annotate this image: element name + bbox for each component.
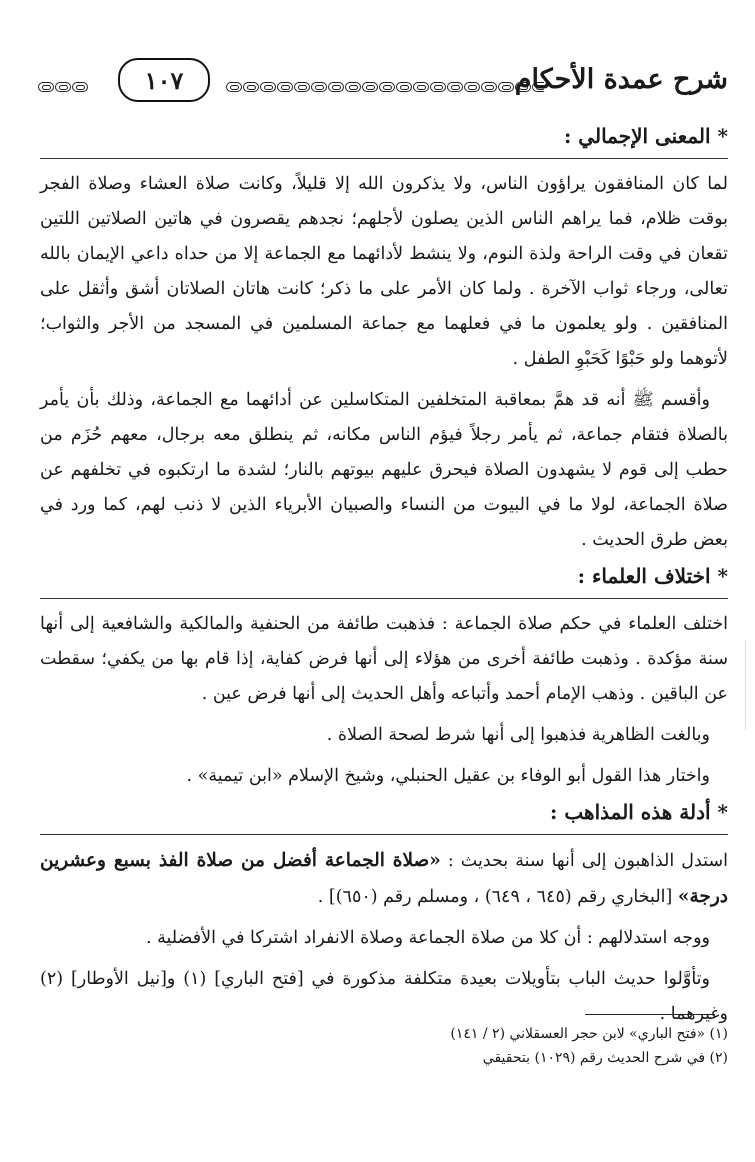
section-heading-overview: * المعنى الإجمالي :: [563, 124, 728, 148]
paragraph: واختار هذا القول أبو الوفاء بن عقيل الحنبلي، وشيخ الإسلام «ابن تيمية» .: [186, 766, 710, 786]
citation: [البخاري رقم (٦٤٥ ، ٦٤٩) ، ومسلم رقم (٦٥٠)] .: [317, 887, 678, 907]
paragraph: وأقسم ﷺ أنه قد همَّ بمعاقبة المتخلفين المتكاسلين عن أدائهما مع الجماعة، وذلك بأن يأمر بالصلاة فتقام جماعة، ثم يأمر رجلاً فيؤم الناس مكانه، ثم ينطلق معه برجال، معهم حُزَم من حطب إلى قوم لا يشهدون الصلاة فيحرق عليهم بيوتهم بالنار؛ لشدة ما ارتكبوه في تخلفهم عن صلاة الجماعة، لولا ما في البيوت من النساء والصبيان الأبرياء الذين لا ذنب لهم، كما ورد في بعض طرق الحديث .: [40, 390, 728, 550]
footnote-2: (٢) في شرح الحديث رقم (١٠٢٩) بتحقيقي: [482, 1050, 728, 1066]
book-title: شرح عمدة الأحكام: [514, 64, 728, 95]
scan-mark: [745, 640, 746, 730]
footnote-divider: [585, 1014, 715, 1015]
paragraph: وتأوَّلوا حديث الباب بتأويلات بعيدة متكلفة مذكورة في [فتح الباري] (١) و[نيل الأوطار] (٢) وغيرهما .: [40, 969, 728, 1024]
paragraph: اختلف العلماء في حكم صلاة الجماعة : فذهبت طائفة من الحنفية والمالكية والشافعية إلى أنها سنة مؤكدة . وذهبت طائفة أخرى من هؤلاء إلى أنها فرض كفاية، إذا قام بها من يكفي؛ سقطت عن الباقين . وذهب الإمام أحمد وأتباعه وأهل الحديث إلى أنها فرض عين .: [40, 614, 728, 704]
paragraph: وبالغت الظاهرية فذهبوا إلى أنها شرط لصحة الصلاة .: [326, 725, 710, 745]
section-heading-evidence: * أدلة هذه المذاهب :: [550, 800, 728, 824]
page-header: [38, 58, 728, 110]
page-number: ١٠٧: [118, 58, 210, 102]
paragraph: ووجه استدلالهم : أن كلا من صلاة الجماعة وصلاة الانفراد اشتركا في الأفضلية .: [145, 928, 710, 948]
divider: [40, 158, 728, 159]
ornament-chain-middle: [226, 82, 544, 94]
divider: [40, 598, 728, 599]
paragraph: لما كان المنافقون يراؤون الناس، ولا يذكرون الله إلا قليلاً، وكانت صلاة العشاء وصلاة الفجر بوقت ظلام، فما يراهم الناس الذين يصلون لأجلهم؛ نجدهم يقصرون في هاتين الصلاتين اللتين تقعان في وقت الراحة ولذة النوم، ولا ينشط لأدائهما مع الجماعة إلا من حداه داعي الإيمان بالله تعالى، ورجاء ثواب الآخرة . ولما كان الأمر على ما ذكر؛ كانت هاتان الصلاتان أشق وأثقل على المنافقين . ولو يعلمون ما في فعلهما مع جماعة المسلمين في المسجد من الأجر والثواب؛ لأتوهما ولو حَبْوًا كَحَبْوِ الطفل .: [40, 174, 728, 369]
ornament-chain-left: [38, 82, 98, 94]
paragraph-intro: استدل الذاهبون إلى أنها سنة بحديث :: [440, 851, 728, 871]
main-text: [40, 118, 728, 1032]
section-heading-disagreement: * اختلاف العلماء :: [577, 564, 728, 588]
divider: [40, 834, 728, 835]
paragraph: [40, 843, 728, 915]
hadith-quote: «صلاة الجماعة أفضل من صلاة الفذ بسبع وعشرين درجة»: [40, 850, 728, 907]
footnotes: [40, 1022, 728, 1070]
footnote-1: (١) «فتح الباري» لابن حجر العسقلاني (٢ / ١٤١): [450, 1026, 728, 1042]
